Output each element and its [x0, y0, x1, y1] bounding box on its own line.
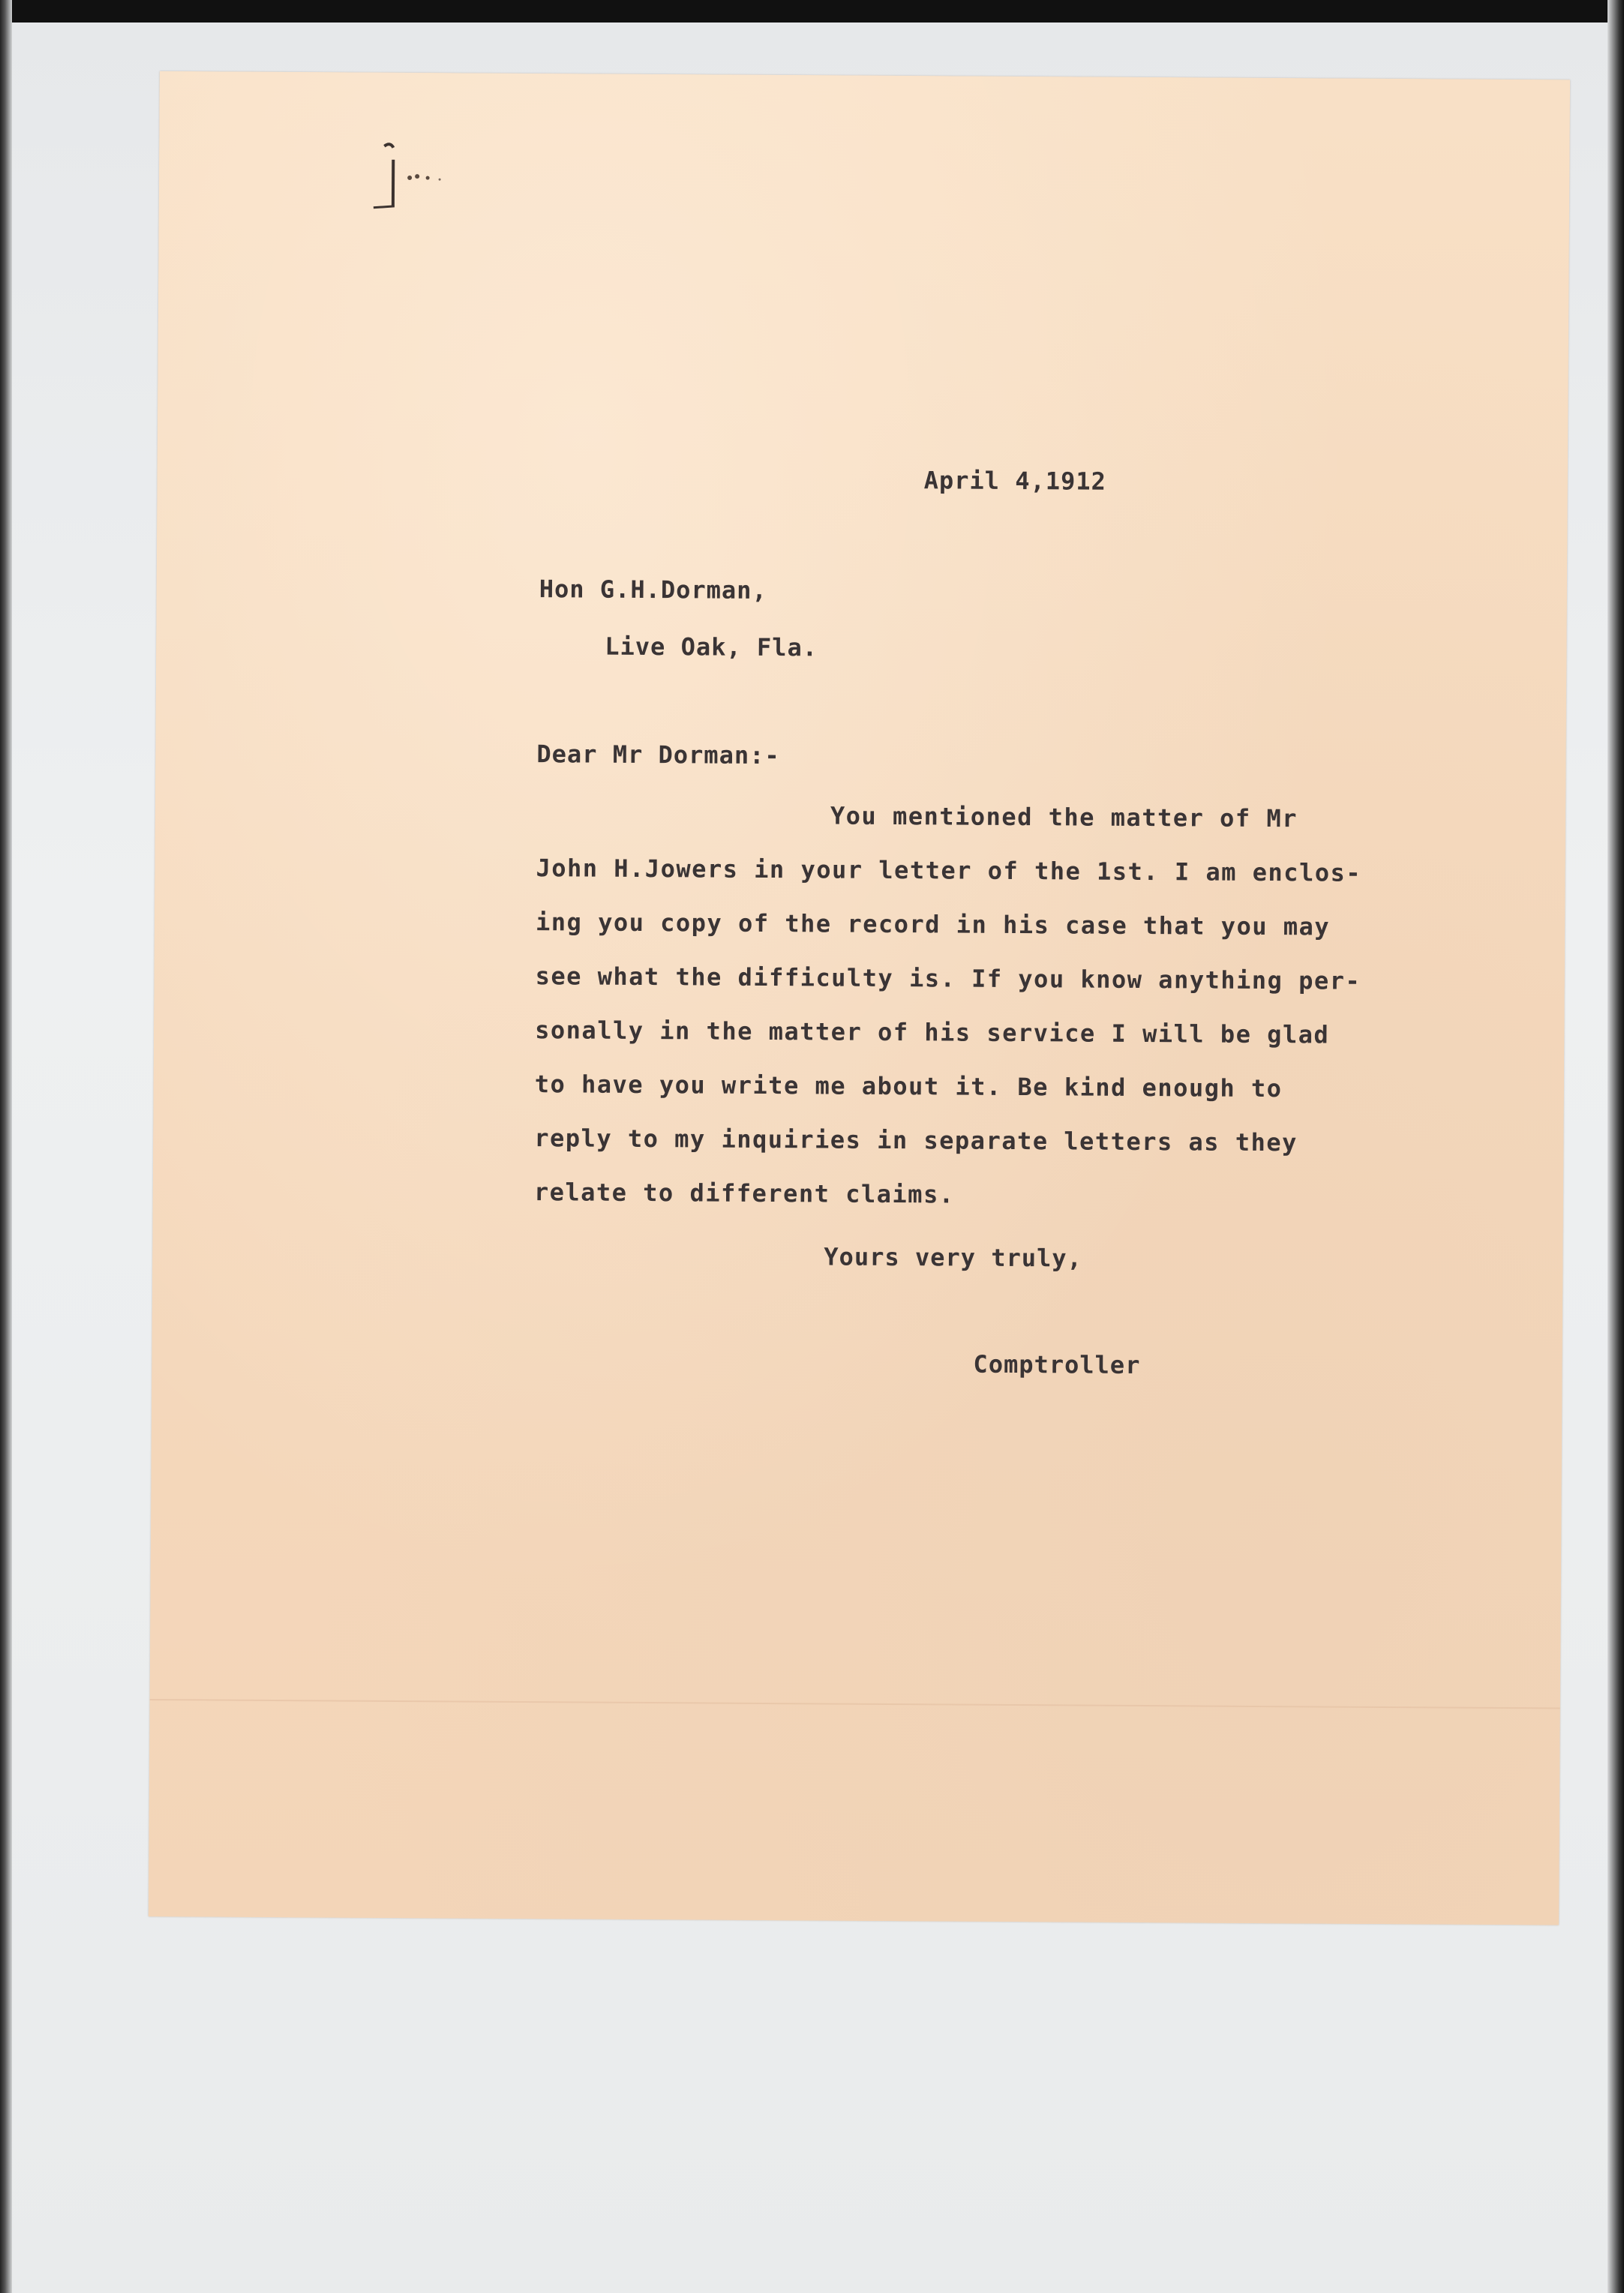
- scan-top-edge: [0, 0, 1624, 23]
- letter-page: [149, 71, 1570, 1925]
- fold-crease: [150, 1699, 1560, 1709]
- signature-title: Comptroller: [973, 1349, 1141, 1380]
- body-line: You mentioned the matter of Mr: [830, 801, 1298, 833]
- closing: Yours very truly,: [824, 1242, 1082, 1273]
- recipient-location: Live Oak, Fla.: [605, 632, 818, 662]
- scan-right-edge: [1607, 0, 1624, 2293]
- body-line: sonally in the matter of his service I will be glad: [535, 1016, 1330, 1049]
- body-line: see what the difficulty is. If you know anything per-: [535, 962, 1361, 995]
- letter-date: April 4,1912: [923, 466, 1106, 496]
- recipient-name: Hon G.H.Dorman,: [539, 575, 767, 605]
- body-line: reply to my inquiries in separate letters as they: [534, 1124, 1298, 1157]
- body-line: John H.Jowers in your letter of the 1st. I am enclos-: [536, 854, 1362, 887]
- body-line: to have you write me about it. Be kind enough to: [534, 1070, 1283, 1103]
- body-line: relate to different claims.: [533, 1178, 955, 1209]
- margin-pencil-mark: [369, 133, 460, 224]
- scan-left-edge: [0, 0, 12, 2293]
- salutation: Dear Mr Dorman:-: [536, 740, 780, 770]
- body-line: ing you copy of the record in his case that you may: [535, 908, 1331, 941]
